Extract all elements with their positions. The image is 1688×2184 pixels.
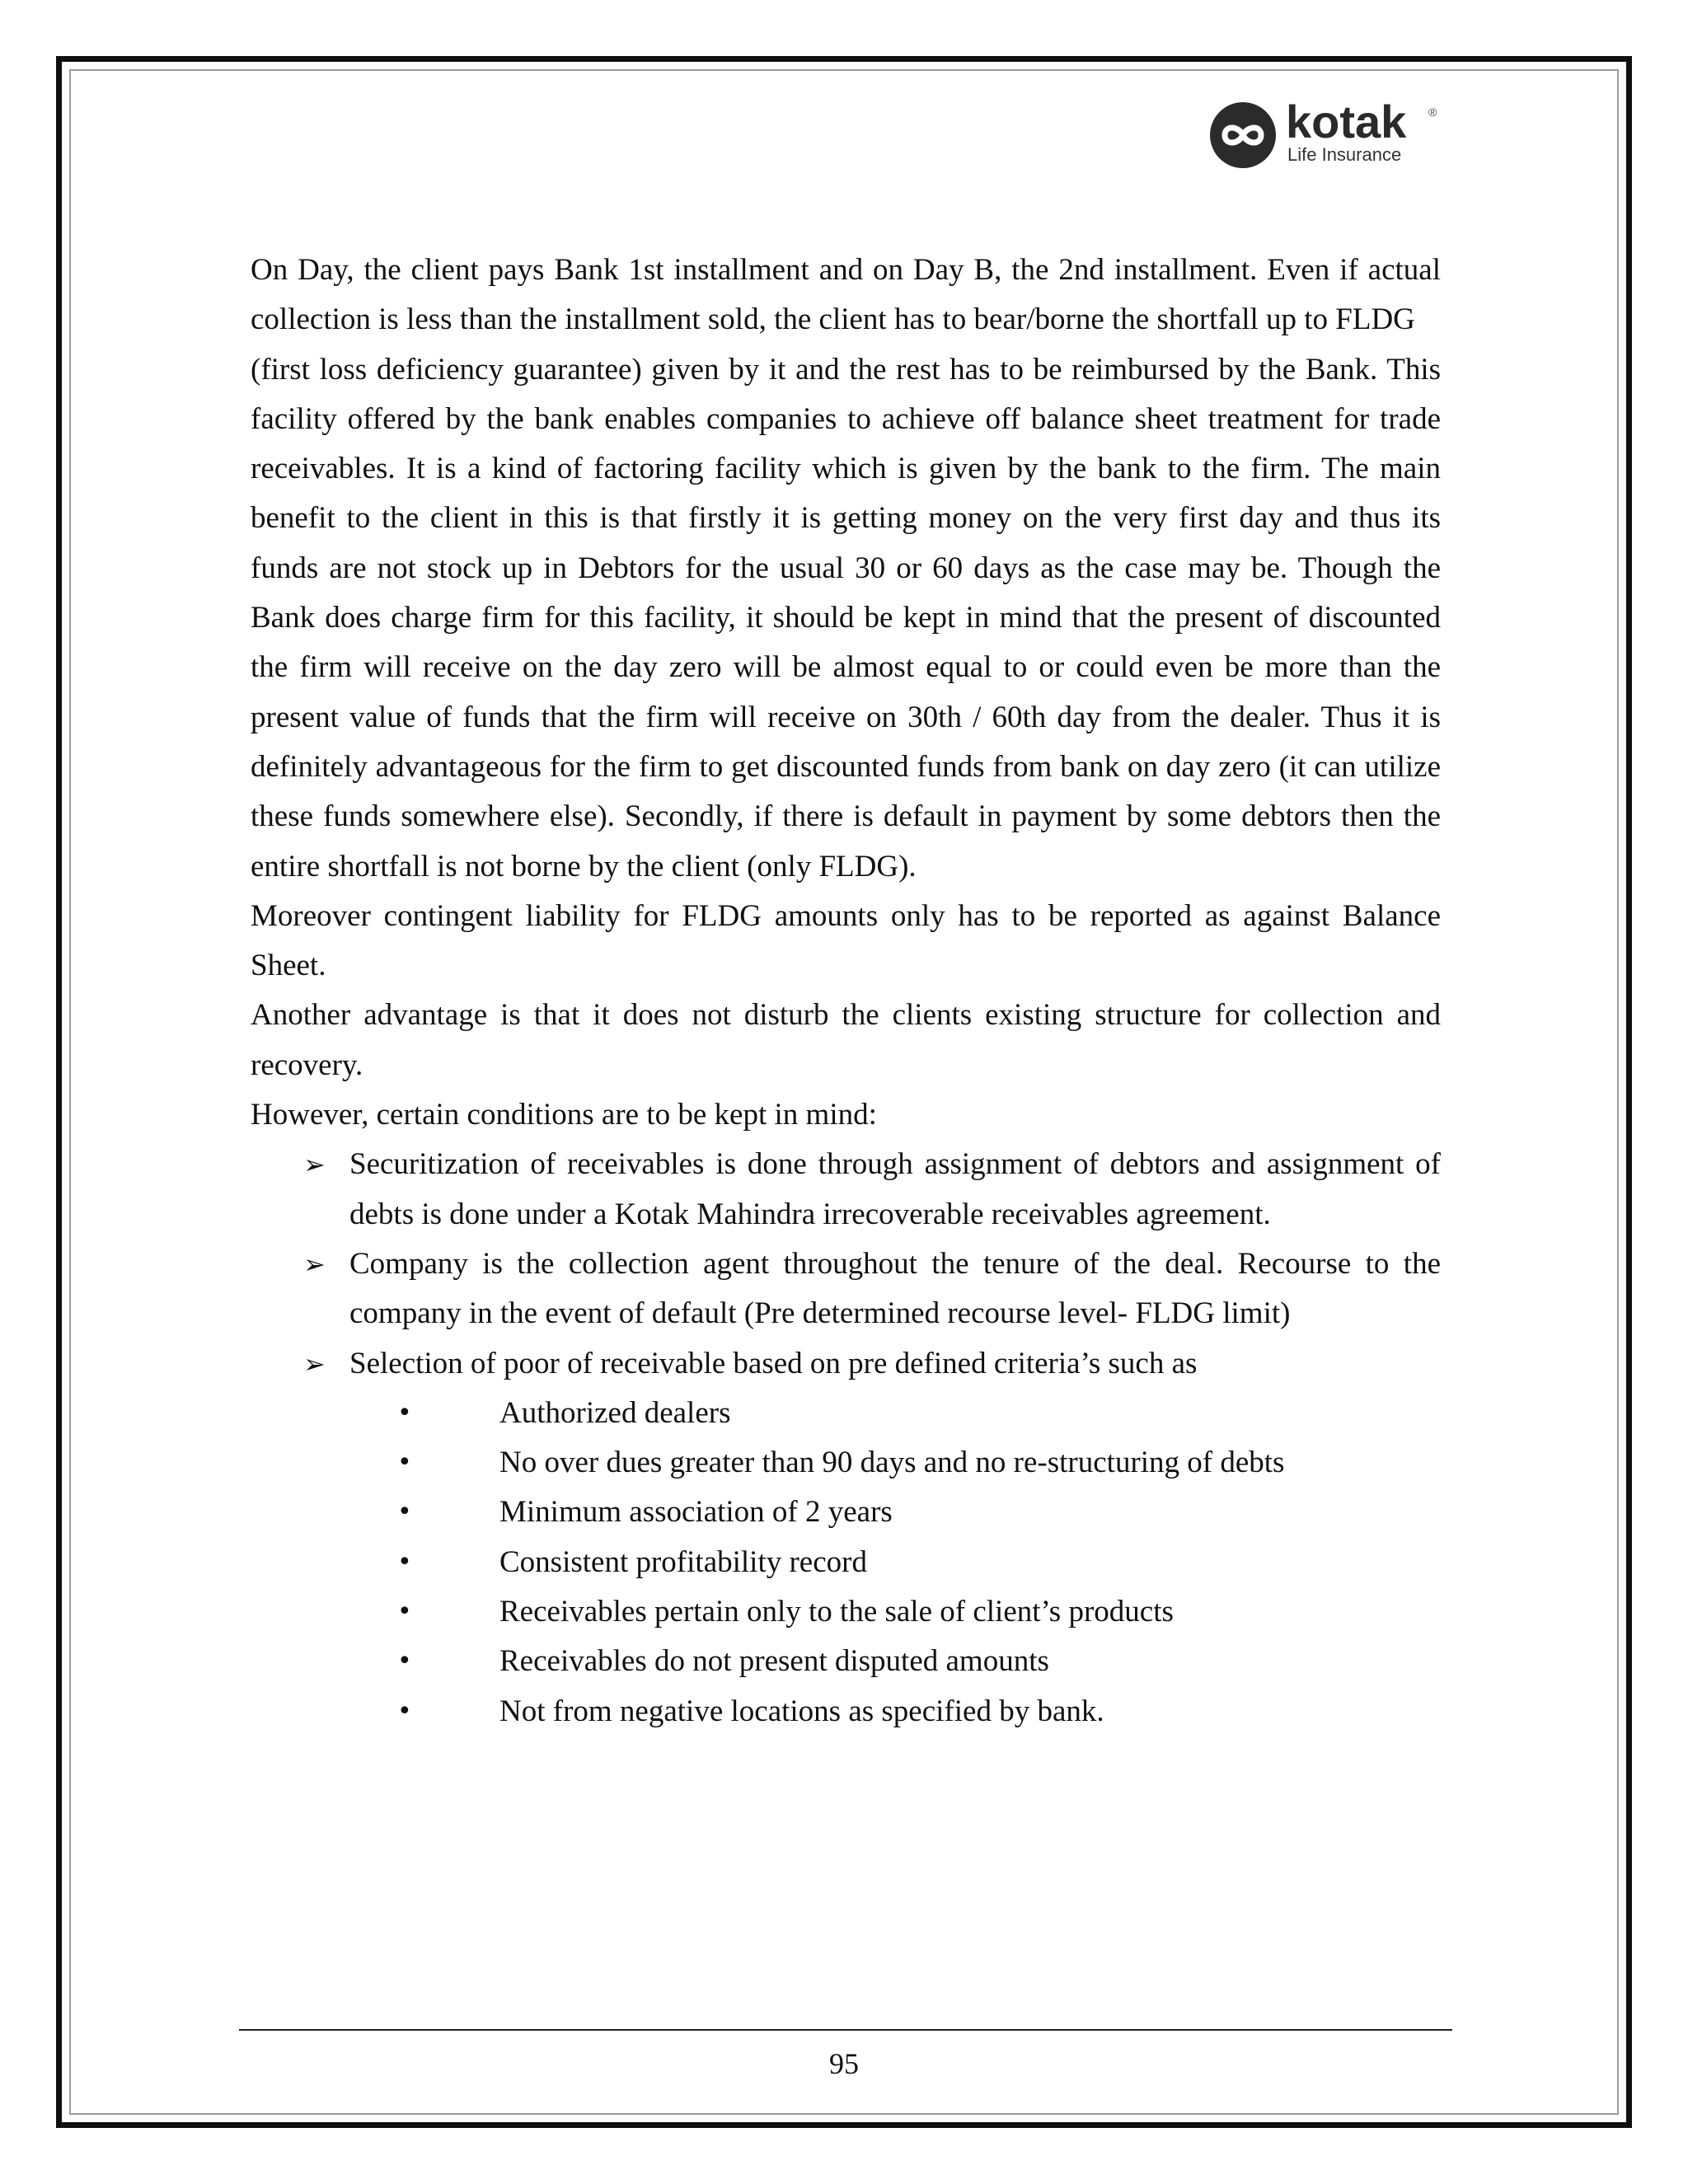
arrow-bullet-icon: ➢ — [303, 1248, 326, 1280]
bullet-icon: • — [397, 1448, 412, 1478]
paragraph-installments: On Day, the client pays Bank 1st installment and on Day B, the 2nd installment. Even if actual collection is less than the installment sold, the client has to bear/borne the shortfall up to FLDG — [251, 253, 1441, 337]
page-number: 95 — [829, 2047, 859, 2080]
logo-subtitle: Life Insurance — [1287, 144, 1402, 165]
arrow-bullet-icon: ➢ — [303, 1149, 326, 1181]
bullet-icon: • — [397, 1547, 412, 1577]
criteria-item — [251, 1438, 1441, 1488]
criteria-text: Receivables pertain only to the sale of client’s products — [499, 1595, 1174, 1629]
condition-text: Securitization of receivables is done through assignment of debtors and assignment of debts is done under a Kotak Mahindra irrecoverable receivables agreement. — [349, 1147, 1441, 1231]
criteria-list — [251, 1389, 1441, 1736]
kotak-logo — [1208, 97, 1447, 171]
criteria-text: Authorized dealers — [499, 1395, 731, 1430]
logo-registered-mark: ® — [1428, 105, 1437, 119]
condition-item — [251, 1140, 1441, 1240]
bullet-icon: • — [397, 1398, 412, 1427]
paragraph-contingent-liability: Moreover contingent liability for FLDG amounts only has to be reported as against Balance Sheet. — [251, 898, 1441, 983]
bullet-icon: • — [397, 1597, 412, 1627]
criteria-item — [251, 1587, 1441, 1637]
condition-text: Company is the collection agent throughout the tenure of the deal. Recourse to the company in the event of default (Pre determined recourse level- FLDG limit) — [349, 1246, 1441, 1331]
criteria-item — [251, 1687, 1441, 1736]
paragraph-another-advantage: Another advantage is that it does not disturb the clients existing structure for collection and recovery. — [251, 998, 1441, 1082]
page-body — [251, 246, 1441, 1736]
bullet-icon: • — [397, 1497, 412, 1527]
paragraph-conditions-intro: However, certain conditions are to be kept in mind: — [251, 1098, 877, 1132]
criteria-text: No over dues greater than 90 days and no re-structuring of debts — [499, 1446, 1285, 1480]
kotak-infinity-logo-icon — [1208, 101, 1278, 170]
criteria-text: Not from negative locations as specified by bank. — [499, 1694, 1104, 1728]
paragraph-fldg-facility: (first loss deficiency guarantee) given by it and the rest has to be reimbursed by the Bank. This facility offered by the bank enables companies to achieve off balance sheet treatment for trade receivables. It is a kind of factoring facility which is given by the bank to the firm. The main benefit to the client in this is that firstly it is getting money on the very first day and thus its funds are not stock up in Debtors for the usual 30 or 60 days as the case may be. Though the Bank does charge firm for this facility, it should be kept in mind that the present of discounted the firm will receive on the day zero will be almost equal to or could even be more than the present value of funds that the firm will receive on 30th / 60th day from the dealer. Thus it is definitely advantageous for the firm to get discounted funds from bank on day zero (it can utilize these funds somewhere else). Secondly, if there is default in payment by some debtors then the entire shortfall is not borne by the client (only FLDG). — [251, 352, 1441, 883]
footer-divider — [239, 2029, 1452, 2031]
arrow-bullet-icon: ➢ — [303, 1347, 326, 1380]
condition-text: Selection of poor of receivable based on pre defined criteria’s such as — [349, 1346, 1198, 1380]
conditions-list — [251, 1140, 1441, 1388]
criteria-text: Receivables do not present disputed amounts — [499, 1644, 1049, 1679]
criteria-text: Consistent profitability record — [499, 1544, 867, 1579]
bullet-icon: • — [397, 1696, 412, 1726]
condition-item — [251, 1339, 1441, 1389]
bullet-icon: • — [397, 1647, 412, 1676]
condition-item — [251, 1240, 1441, 1339]
criteria-item — [251, 1538, 1441, 1587]
criteria-item — [251, 1389, 1441, 1438]
criteria-item — [251, 1637, 1441, 1686]
criteria-text: Minimum association of 2 years — [499, 1495, 893, 1530]
criteria-item — [251, 1488, 1441, 1537]
logo-wordmark: kotak — [1286, 96, 1407, 148]
